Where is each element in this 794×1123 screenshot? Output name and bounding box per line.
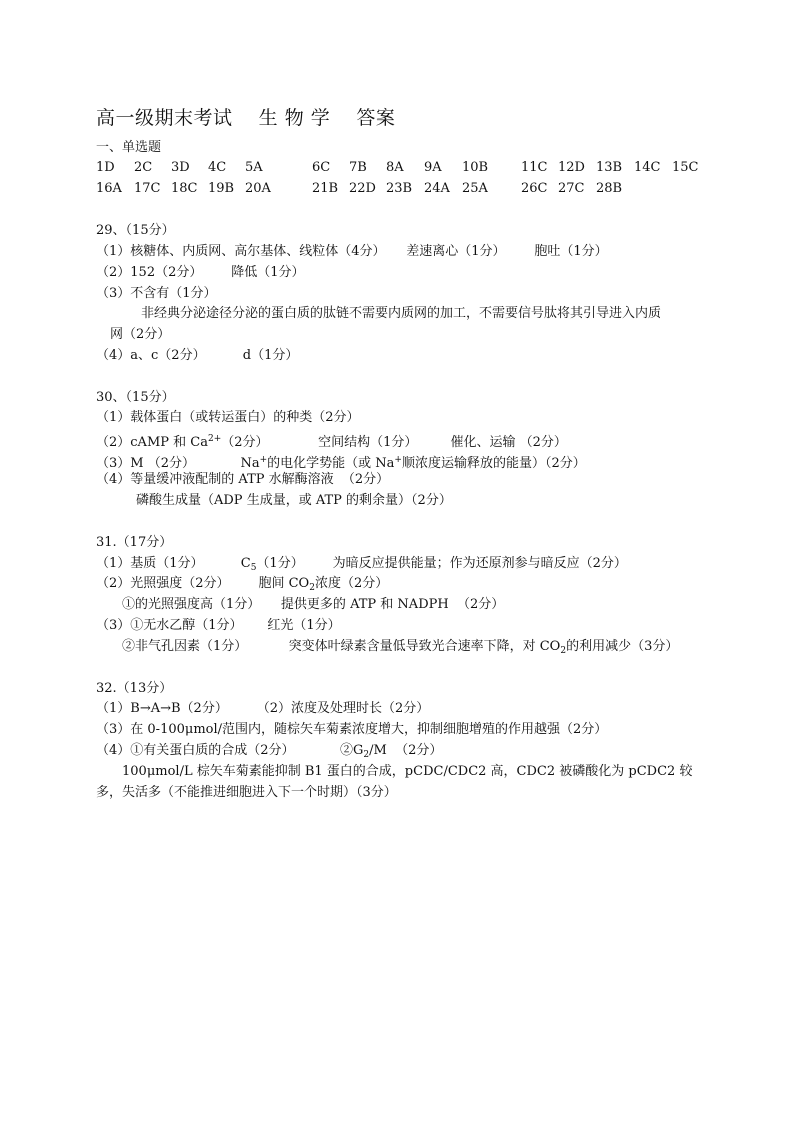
mc-answer: 21B — [312, 181, 339, 196]
q32-a4-sub: 2 — [363, 750, 370, 760]
section-heading-single-choice: 一、单选题 — [96, 140, 162, 155]
mc-answer: 14C — [634, 160, 661, 175]
question-32-answer-1-2: （1）B→A→B（2分） （2）浓度及处理时长（2分） — [96, 701, 430, 716]
q31-a3-text: ②非气孔因素（1分） 突变体叶绿素含量低导致光合速率下降，对 CO — [122, 639, 561, 654]
question-29-answer-2: （2）152（2分） 降低（1分） — [96, 265, 305, 280]
q31-a2-text-cont: 浓度（2分） — [314, 576, 389, 591]
mc-answer: 26C — [521, 181, 548, 196]
q31-a1-sub: 5 — [250, 563, 257, 573]
q30-a3-sup-2: + — [394, 455, 402, 465]
mc-answer: 13B — [596, 160, 623, 175]
mc-answer: 4C — [208, 160, 227, 175]
question-29-answer-1: （1）核糖体、内质网、高尔基体、线粒体（4分） 差速离心（1分） 胞吐（1分） — [96, 244, 608, 259]
mc-answer: 7B — [349, 160, 367, 175]
mc-answer: 20A — [245, 181, 271, 196]
q31-a3-sub: 2 — [560, 646, 567, 656]
question-31-answer-2 — [96, 576, 388, 596]
mc-answer: 8A — [386, 160, 404, 175]
question-32-answer-4-detail-cont: 多，失活多（不能推进细胞进入下一个时期）（3分） — [96, 785, 397, 800]
q30-a3-text-end: 顺浓度运输释放的能量）（2分） — [401, 456, 586, 471]
q30-a2-text: （2）cAMP 和 Ca — [96, 435, 208, 450]
question-31-answer-3: （3）①无水乙醇（1分） 红光（1分） — [96, 618, 341, 633]
mc-answer: 25A — [462, 181, 488, 196]
question-30-answer-2 — [96, 431, 567, 451]
q31-a2-sub: 2 — [309, 583, 315, 593]
question-31-answer-2-detail: ①的光照强度高（1分） 提供更多的 ATP 和 NADPH （2分） — [122, 597, 505, 612]
q31-a1-text-cont: （1分） 为暗反应提供能量；作为还原剂参与暗反应（2分） — [256, 556, 627, 571]
question-32-answer-4 — [96, 743, 442, 763]
mc-answer: 10B — [462, 160, 489, 175]
question-31-heading: 31.（17分） — [96, 535, 173, 550]
mc-answer: 16A — [96, 181, 122, 196]
question-30-answer-4: （4）等量缓冲液配制的 ATP 水解酶溶液 （2分） — [96, 472, 390, 487]
question-30-answer-1: （1）载体蛋白（或转运蛋白）的种类（2分） — [96, 410, 360, 425]
mc-answer: 23B — [386, 181, 413, 196]
mc-answer: 12D — [558, 160, 585, 175]
q30-a2-text-cont: （2分） 空间结构（1分） 催化、运输 （2分） — [221, 435, 567, 450]
page-title: 高一级期末考试 生 物 学 答案 — [96, 107, 396, 129]
question-32-heading: 32.（13分） — [96, 681, 173, 696]
question-29-heading: 29、（15分） — [96, 223, 175, 238]
mc-answer: 17C — [134, 181, 161, 196]
mc-answer: 22D — [349, 181, 376, 196]
q30-a2-sup: 2+ — [207, 434, 222, 444]
mc-answer: 27C — [558, 181, 585, 196]
q31-a3-text-cont: 的利用减少（3分） — [566, 639, 679, 654]
question-30-answer-3 — [96, 452, 586, 472]
mc-answer: 19B — [208, 181, 235, 196]
question-29-answer-3-detail: 非经典分泌途径分泌的蛋白质的肽链不需要内质网的加工，不需要信号肽将其引导进入内质 — [141, 306, 662, 321]
q30-a3-sup-1: + — [259, 455, 268, 465]
mc-answer: 24A — [424, 181, 450, 196]
mc-answer: 11C — [521, 160, 548, 175]
q30-a3-text: （3）M （2分） Na — [96, 456, 260, 471]
mc-answer: 28B — [596, 181, 623, 196]
question-31-answer-3-detail — [122, 639, 678, 659]
mc-answer: 15C — [672, 160, 699, 175]
mc-answer: 3D — [171, 160, 190, 175]
mc-answer: 18C — [171, 181, 198, 196]
question-32-answer-3: （3）在 0-100μmol/范围内，随棕矢车菊素浓度增大，抑制细胞增殖的作用越强（2分） — [96, 722, 608, 737]
question-32-answer-4-detail: 100μmol/L 棕矢车菊素能抑制 B1 蛋白的合成，pCDC/CDC2 高，CDC2 被磷酸化为 pCDC2 较 — [122, 764, 693, 779]
q32-a4-text: （4）①有关蛋白质的合成（2分） ②G — [96, 743, 364, 758]
mc-answer: 6C — [312, 160, 331, 175]
question-30-answer-4-detail: 磷酸生成量（ADP 生成量，或 ATP 的剩余量）（2分） — [136, 493, 452, 508]
q31-a2-text: （2）光照强度（2分） 胞间 CO — [96, 576, 310, 591]
question-29-answer-3: （3）不含有（1分） — [96, 286, 217, 301]
question-29-answer-3-detail-cont: 网（2分） — [110, 327, 171, 342]
question-29-answer-4: （4）a、c（2分） d（1分） — [96, 348, 299, 363]
question-30-heading: 30、（15分） — [96, 390, 175, 405]
q31-a1-text: （1）基质（1分） C — [96, 556, 251, 571]
question-31-answer-1 — [96, 556, 627, 576]
mc-answer: 2C — [134, 160, 153, 175]
q30-a3-text-mid: 的电化学势能（或 Na — [267, 456, 395, 471]
mc-answer: 5A — [245, 160, 263, 175]
q32-a4-text-cont: /M （2分） — [369, 743, 443, 758]
mc-answer: 1D — [96, 160, 115, 175]
mc-answer: 9A — [424, 160, 442, 175]
